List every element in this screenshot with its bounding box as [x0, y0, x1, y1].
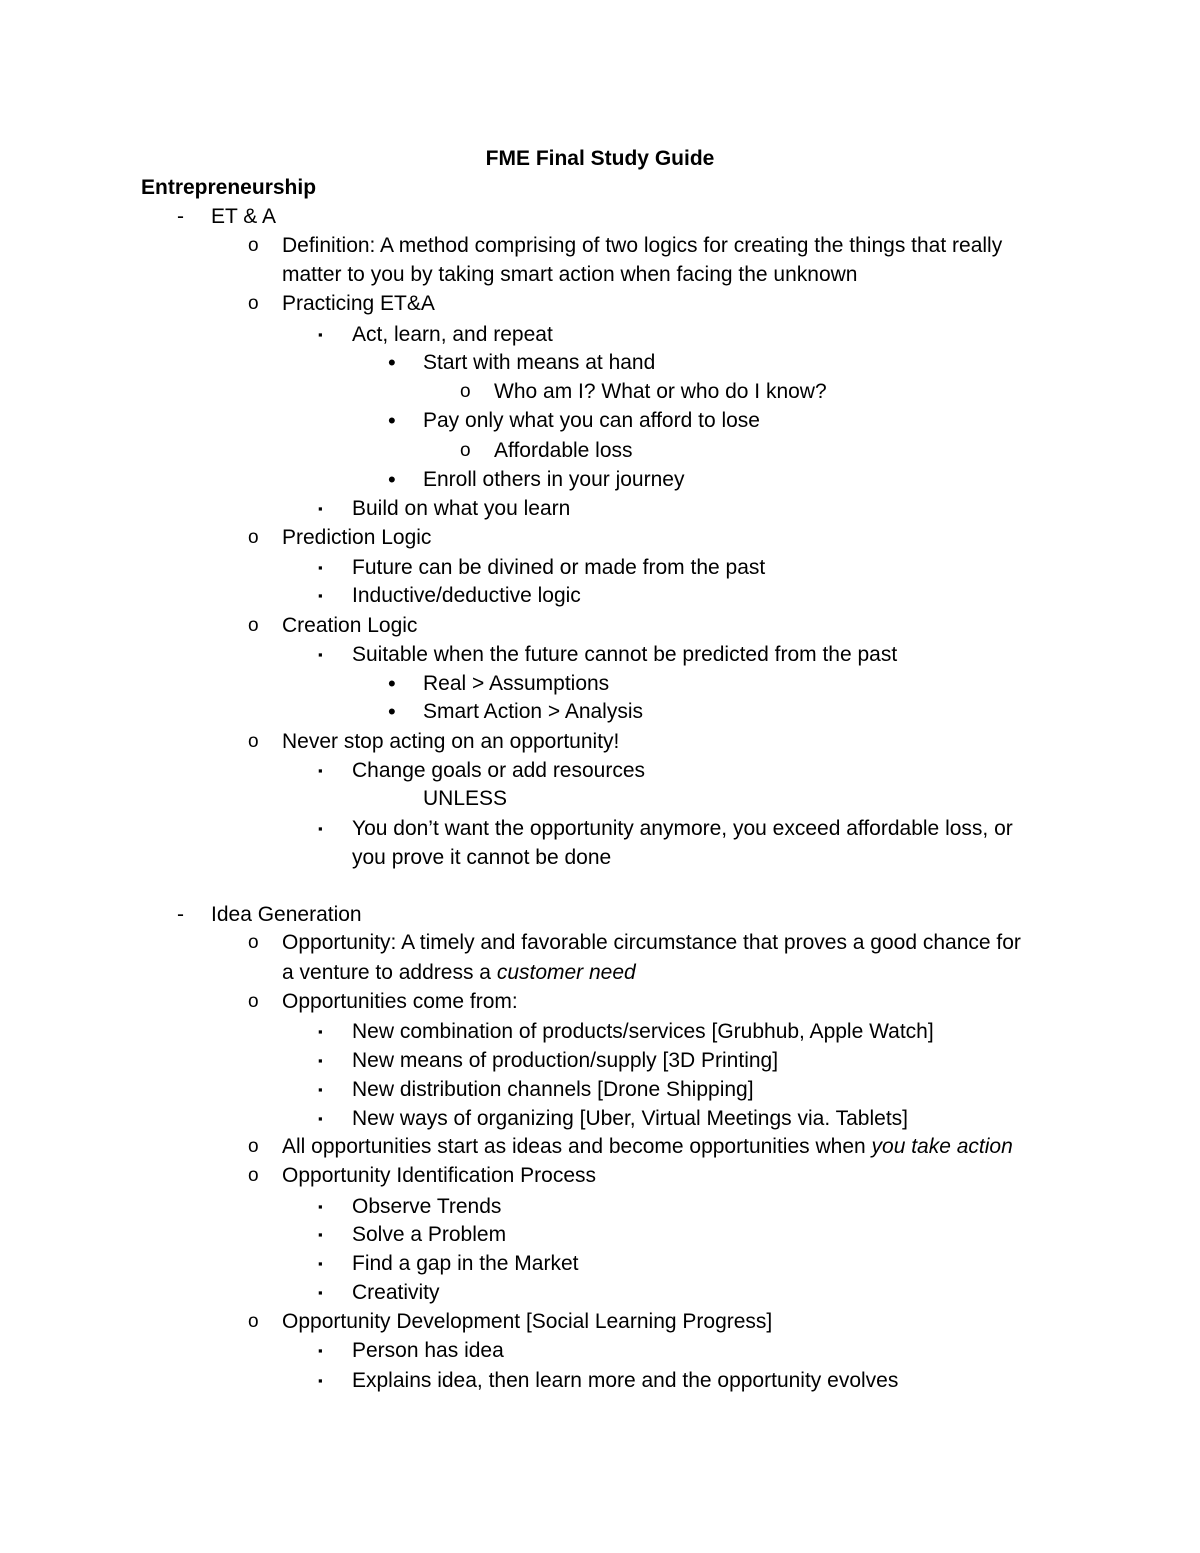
bullet-marker: • [388, 699, 396, 724]
list-item-person: Person has idea [352, 1339, 504, 1362]
list-item-opportunity-def-cont [282, 958, 636, 987]
list-item-creation: Creation Logic [282, 614, 418, 637]
square-marker: ▪ [318, 1053, 323, 1068]
square-marker: ▪ [318, 763, 323, 778]
take-action-emphasis: you take action [871, 1135, 1013, 1158]
document-title: FME Final Study Guide [485, 147, 715, 170]
square-marker: ▪ [318, 1373, 323, 1388]
all-opps-text: All opportunities start as ideas and become opportunities when [282, 1135, 872, 1158]
list-item-prediction: Prediction Logic [282, 526, 432, 549]
dash-marker: - [177, 903, 184, 926]
list-item-all-opps [282, 1132, 1013, 1161]
bullet-marker: • [388, 408, 396, 433]
list-item-never-stop: Never stop acting on an opportunity! [282, 730, 620, 753]
section-heading-entrepreneurship: Entrepreneurship [141, 176, 317, 199]
list-item-dont-want: You don’t want the opportunity anymore, you exceed affordable loss, or [352, 817, 1013, 840]
square-marker: ▪ [318, 327, 323, 342]
square-marker: ▪ [318, 1256, 323, 1271]
opportunity-def-text: a venture to address a [282, 961, 497, 984]
circle-marker: o [248, 1311, 259, 1332]
circle-marker: o [460, 381, 471, 402]
list-item-inductive: Inductive/deductive logic [352, 584, 581, 607]
circle-marker: o [248, 615, 259, 636]
list-item-new-ways: New ways of organizing [Uber, Virtual Meetings via. Tablets] [352, 1107, 908, 1130]
list-item-build: Build on what you learn [352, 497, 571, 520]
circle-marker: o [248, 731, 259, 752]
list-item-change-goals: Change goals or add resources [352, 759, 646, 782]
circle-marker: o [248, 1136, 259, 1157]
list-item-ident-process: Opportunity Identification Process [282, 1164, 596, 1187]
list-item-future-divined: Future can be divined or made from the past [352, 556, 766, 579]
dash-marker: - [177, 205, 184, 228]
square-marker: ▪ [318, 1199, 323, 1214]
square-marker: ▪ [318, 821, 323, 836]
square-marker: ▪ [318, 1024, 323, 1039]
circle-marker: o [248, 293, 259, 314]
list-item-idea-generation: Idea Generation [211, 903, 362, 926]
list-item-opportunity-def: Opportunity: A timely and favorable circumstance that proves a good chance for [282, 931, 1021, 954]
circle-marker: o [248, 1165, 259, 1186]
bullet-marker: • [388, 467, 396, 492]
list-item-practicing: Practicing ET&A [282, 292, 435, 315]
list-item-observe: Observe Trends [352, 1195, 502, 1218]
list-item-suitable: Suitable when the future cannot be predicted from the past [352, 643, 898, 666]
bullet-marker: • [388, 350, 396, 375]
unless-text: UNLESS [423, 787, 508, 810]
square-marker: ▪ [318, 1082, 323, 1097]
bullet-marker: • [388, 671, 396, 696]
circle-marker: o [248, 991, 259, 1012]
list-item-pay-only: Pay only what you can afford to lose [423, 409, 760, 432]
list-item-enroll: Enroll others in your journey [423, 468, 685, 491]
list-item-start-means: Start with means at hand [423, 351, 656, 374]
square-marker: ▪ [318, 647, 323, 662]
list-item-smart: Smart Action > Analysis [423, 700, 644, 723]
circle-marker: o [248, 932, 259, 953]
list-item-dont-want-cont: you prove it cannot be done [352, 846, 612, 869]
list-item-solve: Solve a Problem [352, 1223, 507, 1246]
list-item-et-a: ET & A [211, 205, 276, 228]
circle-marker: o [248, 527, 259, 548]
circle-marker: o [248, 235, 259, 256]
list-item-new-combo: New combination of products/services [Grubhub, Apple Watch] [352, 1020, 934, 1043]
list-item-real: Real > Assumptions [423, 672, 610, 695]
customer-need-emphasis: customer need [496, 961, 636, 984]
list-item-creativity: Creativity [352, 1281, 440, 1304]
list-item-definition: Definition: A method comprising of two logics for creating the things that really [282, 234, 1003, 257]
circle-marker: o [460, 440, 471, 461]
square-marker: ▪ [318, 1285, 323, 1300]
square-marker: ▪ [318, 1227, 323, 1242]
list-item-explains: Explains idea, then learn more and the opportunity evolves [352, 1369, 899, 1392]
list-item-new-means: New means of production/supply [3D Printing] [352, 1049, 779, 1072]
square-marker: ▪ [318, 1343, 323, 1358]
list-item-who-am-i: Who am I? What or who do I know? [494, 380, 827, 403]
list-item-definition-cont: matter to you by taking smart action when facing the unknown [282, 263, 858, 286]
list-item-act-learn: Act, learn, and repeat [352, 323, 553, 346]
list-item-affordable-loss: Affordable loss [494, 439, 633, 462]
square-marker: ▪ [318, 501, 323, 516]
list-item-come-from: Opportunities come from: [282, 990, 518, 1013]
square-marker: ▪ [318, 588, 323, 603]
square-marker: ▪ [318, 1111, 323, 1126]
list-item-development: Opportunity Development [Social Learning Progress] [282, 1310, 773, 1333]
list-item-find-gap: Find a gap in the Market [352, 1252, 579, 1275]
list-item-new-dist: New distribution channels [Drone Shipping] [352, 1078, 754, 1101]
square-marker: ▪ [318, 560, 323, 575]
